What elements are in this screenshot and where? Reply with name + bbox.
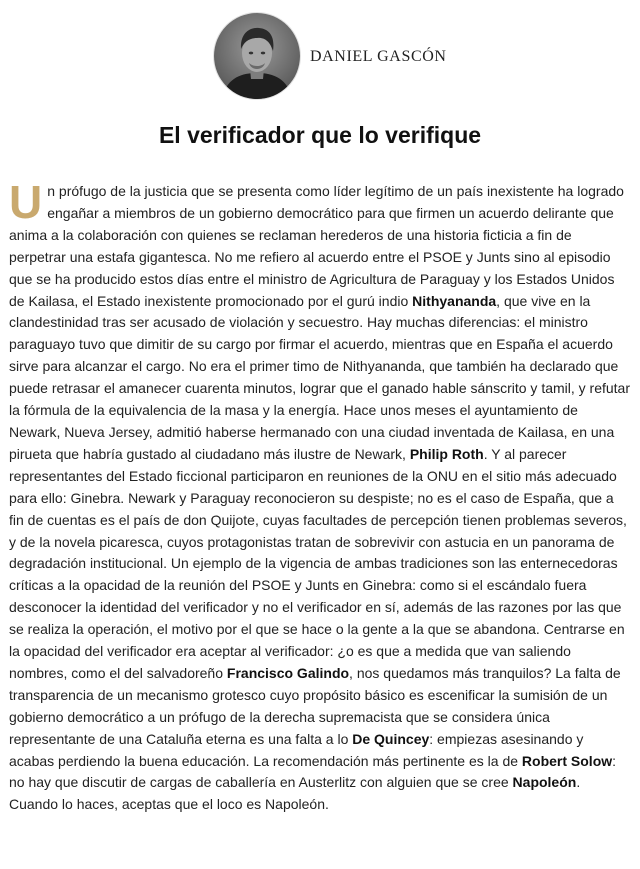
person-name-napoleon: Napoleón	[512, 774, 577, 791]
person-name-de-quincey: De Quincey	[352, 730, 430, 747]
text-run: . Cuando lo haces, aceptas que el loco es Napoleón.	[9, 774, 581, 813]
person-name-nithyananda: Nithyananda	[412, 292, 497, 309]
text-run: . Y al parecer representantes del Estado ficcional participaron en reuniones de la ONU en el sitio más adecuado para ello: Ginebra. Newark y Paraguay reconocieron su despiste; no es el caso de España, que a fin de cuentas es el país de don Quijote, cuyas facultades de percepción tienen problemas severos, y de la novela picaresca, cuyos protagonistas tratan de sobrevivir con astucia en un panorama de degradación institucional. Un ejemplo de la vigencia de ambas tradiciones son las enternecedoras críticas a la opacidad de la reunión del PSOE y Junts en Ginebra: como si el escándalo fuera desconocer la identidad del verificador y no el verificador en sí, además de las razones por las que se realiza la operación, el motivo por el que se hace o la gente a la que se abandona. Centrarse en la opacidad del verificador era aceptar al verificador: ¿o es que a medida que van saliendo nombres, como el del salvadoreño	[9, 445, 627, 681]
person-name-philip-roth: Philip Roth	[409, 445, 484, 462]
text-run: : empiezas asesinando y acabas perdiendo la buena educación. La recomendación más pertinente es la de	[9, 730, 584, 769]
article-body	[9, 176, 631, 816]
article-title: El verificador que lo verifique	[158, 122, 482, 148]
text-run: , nos quedamos más tranquilos? La falta de transparencia de un mecanismo grotesco cuyo propósito básico es escenificar la sumisión de un gobierno democrático a un prófugo de la derecha supremacista que se considera única representante de una Cataluña eterna es una falta a lo	[9, 664, 621, 747]
author-name: DANIEL GASCÓN	[310, 48, 447, 65]
drop-cap: U	[9, 176, 43, 228]
author-avatar[interactable]	[213, 12, 301, 100]
person-name-francisco-galindo: Francisco Galindo	[226, 664, 350, 681]
author-portrait-image	[214, 13, 300, 99]
author-header	[0, 10, 640, 102]
article-paragraph	[9, 176, 631, 816]
text-run: n prófugo de la justicia que se presenta como líder legítimo de un país inexistente ha logrado engañar a miembros de un gobierno democrático para que firmen un acuerdo delirante que anima a la colaboración con quienes se reclaman herederos de una historia ficticia a fin de perpetrar una estafa gigantesca. No me refiero al acuerdo entre el PSOE y Junts sino al episodio que se ha producido estos días entre el ministro de Agricultura de Paraguay y los Estados Unidos de Kailasa, el Estado inexistente promocionado por el gurú indio	[9, 183, 624, 309]
text-run: , que vive en la clandestinidad tras ser acusado de violación y secuestro. Hay muchas diferencias: el ministro paraguayo tuvo que dimitir de su cargo por firmar el acuerdo, mientras que en España el acuerdo sirve para alcanzar el cargo. No era el primer timo de Nithyananda, que también ha declarado que puede retrasar el amanecer cuarenta minutos, lograr que el ganado hable sánscrito y tamil, y refutar la fórmula de la equivalencia de la masa y la energía. Hace unos meses el ayuntamiento de Newark, Nueva Jersey, admitió haberse hermanado con una ciudad inventada de Kailasa, en una pirueta que habría gustado al ciudadano más ilustre de Newark,	[9, 292, 631, 462]
text-run: : no hay que discutir de cargas de caballería en Austerlitz con alguien que se cree	[9, 752, 617, 791]
person-name-robert-solow: Robert Solow	[521, 752, 613, 769]
